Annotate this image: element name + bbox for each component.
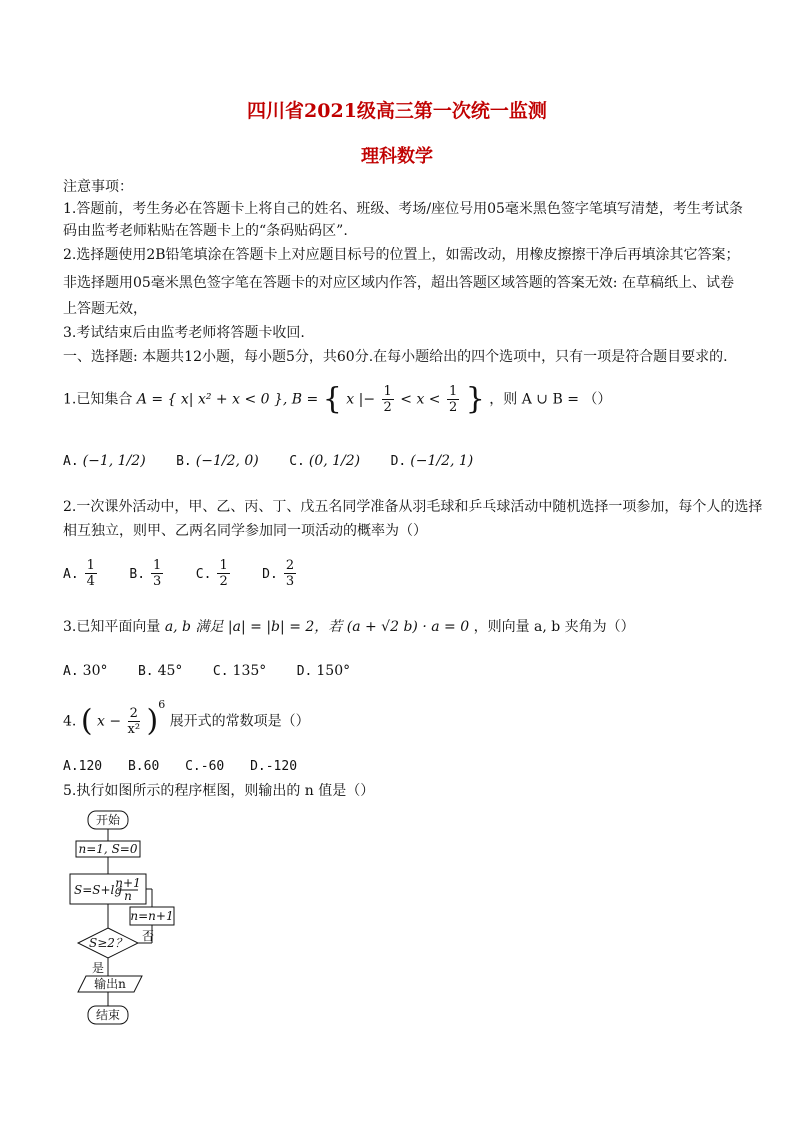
q1-set-a: A = { x| x² + x < 0 }, B =: [136, 391, 319, 408]
q3-prefix: 3.已知平面向量: [63, 619, 161, 635]
flow-decision: S≥2？: [89, 936, 127, 950]
question-1: [63, 381, 612, 417]
q1-setb-pre: x |−: [346, 391, 376, 408]
q4-expr-left: x −: [96, 713, 122, 730]
q4-power: 6: [158, 698, 166, 711]
q5-text: 5.执行如图所示的程序框图，则输出的 n 值是（）: [63, 783, 375, 799]
notes-item3: 3.考试结束后由监考老师将答题卡收回.: [63, 325, 305, 341]
q1-suffix: ，则 A ∪ B = （）: [489, 391, 612, 408]
flow-init: n=1, S=0: [78, 842, 138, 856]
notes-heading: 注意事项：: [63, 179, 133, 195]
exam-title: 四川省2021级高三第一次统一监测: [247, 100, 547, 122]
flowchart: [60, 806, 200, 1034]
q4-options: [63, 756, 315, 778]
paren-open: (: [80, 703, 93, 739]
q3-option-c[interactable]: C. 135°: [212, 663, 267, 679]
q3-condition: 满足 |a| = |b| = 2，若: [195, 619, 343, 635]
question-3: [63, 616, 635, 638]
flow-yes: 是: [91, 961, 105, 975]
exam-subtitle: 理科数学: [361, 146, 433, 167]
notes-item2-line3: 上答题无效，: [63, 301, 147, 317]
q3-options: [63, 660, 376, 683]
q2-option-d[interactable]: D. $\frac{2}{3}$: [262, 558, 295, 589]
q2-line1: 2.一次课外活动中，甲、乙、丙、丁、戊五名同学准备从羽毛球和乒乓球活动中随机选择一项参加，每个人的选择: [63, 499, 763, 515]
q1-setb-mid: < x <: [400, 391, 441, 408]
q1-option-c[interactable]: C. (0, 1/2): [289, 453, 361, 469]
q2-option-c[interactable]: C. $\frac{1}{2}$: [195, 558, 228, 589]
q4-option-b[interactable]: B.60: [127, 759, 160, 774]
flow-start: 开始: [95, 813, 121, 827]
flow-update-s-den: n: [124, 889, 132, 903]
flow-end: 结束: [95, 1008, 121, 1022]
q4-prefix: 4.: [63, 713, 77, 730]
q3-expression: (a + √2 b) · a = 0: [346, 619, 470, 635]
brace-close: }: [465, 381, 485, 417]
q2-line2: 相互独立，则甲、乙两名同学参加同一项活动的概率为（）: [63, 523, 427, 539]
flow-update-s-num: n+1: [115, 876, 141, 890]
flow-update-n: n=n+1: [130, 909, 174, 923]
notes-item2-line2: 非选择题用05毫米黑色签字笔在答题卡的对应区域内作答，超出答题区域答题的答案无效: 在草稿纸上、试卷: [63, 275, 734, 291]
q1-half-fraction: $\frac{1}{2}$: [383, 384, 392, 415]
brace-open: {: [322, 381, 342, 417]
notes-item2-line1: 2.选择题使用2B铅笔填涂在答题卡上对应题目标号的位置上，如需改动，用橡皮擦擦干净后再填涂其它答案；: [63, 247, 740, 263]
q1-half-fraction-2: $\frac{1}{2}$: [448, 384, 458, 415]
q1-prefix: 1.已知集合: [63, 391, 133, 408]
flow-output: 输出n: [94, 977, 126, 991]
q4-fraction: $\frac{2}{\text{x²}}$: [127, 706, 141, 738]
paren-close: ): [146, 703, 159, 739]
q1-option-b[interactable]: B. (−1/2, 0): [176, 453, 259, 469]
q3-option-b[interactable]: B. 45°: [137, 663, 183, 679]
flow-no: 否: [141, 929, 155, 943]
q2-option-b[interactable]: B. $\frac{1}{3}$: [129, 558, 162, 589]
notes-item1-line1: 1.答题前，考生务必在答题卡上将自己的姓名、班级、考场/座位号用05毫米黑色签字笔填写清楚，考生考试条: [63, 201, 743, 217]
q3-vectors: a, b: [164, 619, 192, 635]
flow-update-s-left: S=S+lg: [74, 883, 123, 897]
q3-suffix: ，则向量 a, b 夹角为（）: [473, 619, 635, 635]
section1-intro: 一、选择题: 本题共12小题，每小题5分，共60分.在每小题给出的四个选项中，只有一项是符合题目要求的.: [63, 349, 728, 365]
q2-options: [63, 558, 324, 589]
q3-option-a[interactable]: A. 30°: [63, 663, 108, 679]
q4-option-c[interactable]: C.-60: [185, 759, 225, 774]
q3-option-d[interactable]: D. 150°: [296, 663, 351, 679]
notes-item1-line2: 码由监考老师粘贴在答题卡上的“条码贴码区”.: [63, 223, 348, 239]
q4-option-a[interactable]: A.120: [63, 759, 103, 774]
q4-suffix: 展开式的常数项是（）: [169, 713, 310, 730]
q4-option-d[interactable]: D.-120: [250, 759, 298, 774]
q1-options: [63, 450, 499, 473]
q1-option-a[interactable]: A. (−1, 1/2): [63, 453, 146, 469]
q2-option-a[interactable]: A. $\frac{1}{4}$: [63, 558, 95, 589]
question-4: [63, 698, 310, 739]
q1-option-d[interactable]: D. (−1/2, 1): [390, 453, 474, 469]
